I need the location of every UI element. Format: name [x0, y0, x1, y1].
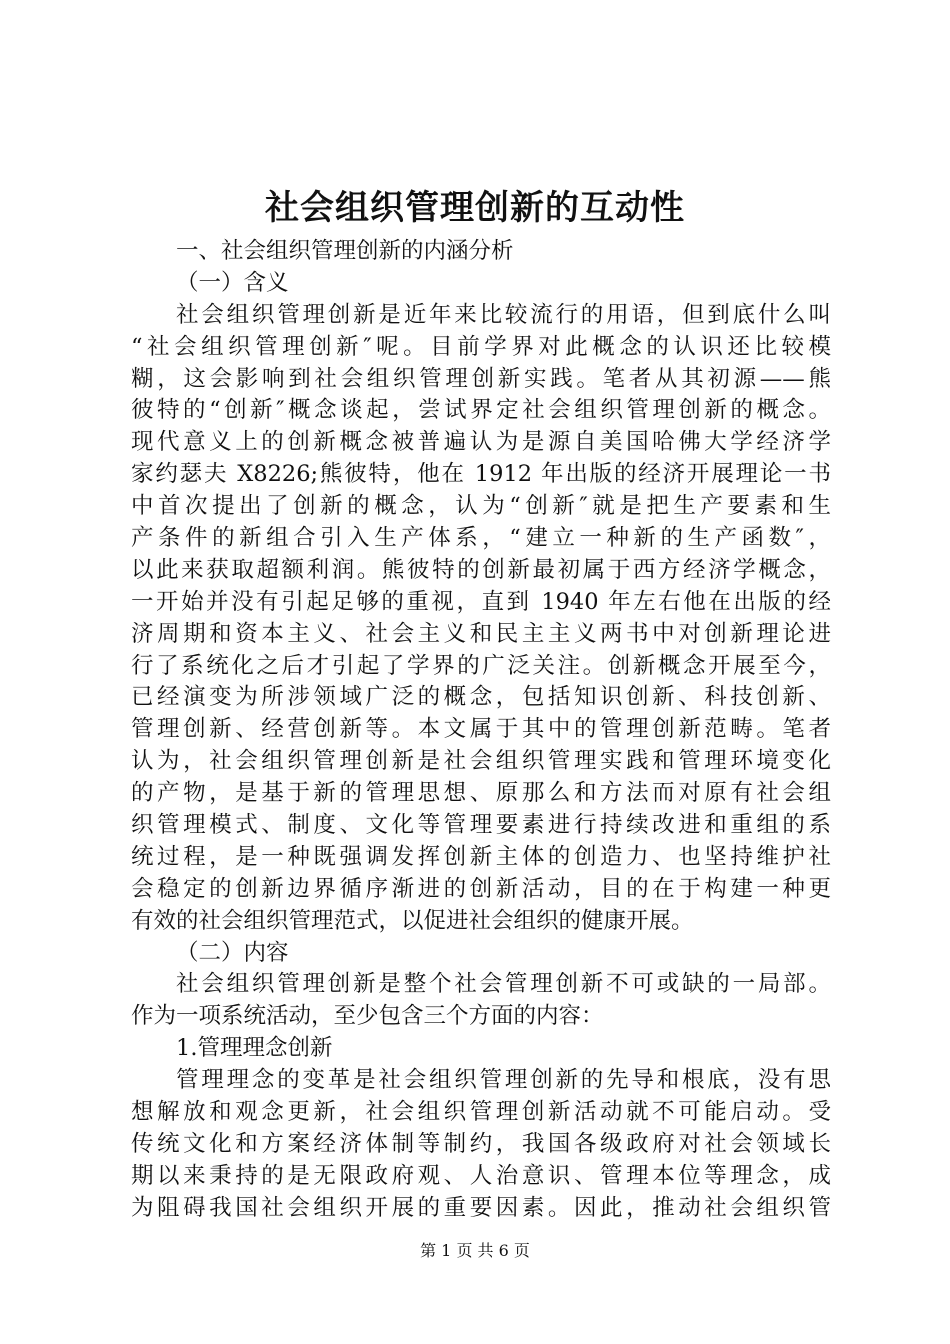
- paragraph-line: 会稳定的创新边界循序渐进的创新活动，目的在于构建一种更: [131, 875, 831, 902]
- section-heading: （二）内容: [176, 939, 289, 966]
- page-footer: 第 1 页 共 6 页: [420, 1241, 530, 1260]
- paragraph-line: 以此来获取超额利润。熊彼特的创新最初属于西方经济学概念，: [131, 556, 831, 583]
- paragraph-line: 济周期和资本主义、社会主义和民主主义两书中对创新理论进: [131, 620, 831, 647]
- paragraph-line: 行了系统化之后才引起了学界的广泛关注。创新概念开展至今，: [131, 652, 831, 679]
- section-heading: （一）含义: [176, 269, 289, 296]
- paragraph-line: 织管理模式、制度、文化等管理要素进行持续改进和重组的系: [131, 812, 831, 839]
- paragraph-line: 管理创新、经营创新等。本文属于其中的管理创新范畴。笔者: [131, 716, 831, 743]
- paragraph-line: 一开始并没有引起足够的重视，直到 1940 年左右他在出版的经: [131, 588, 831, 615]
- paragraph-line: 产条件的新组合引入生产体系，“建立一种新的生产函数″，: [131, 525, 831, 552]
- section-heading: 1.管理理念创新: [176, 1035, 333, 1062]
- paragraph-line: 彼特的“创新″概念谈起，尝试界定社会组织管理创新的概念。: [131, 397, 831, 424]
- paragraph-line: 中首次提出了创新的概念，认为“创新″就是把生产要素和生: [131, 493, 831, 520]
- paragraph-line: 为阻碍我国社会组织开展的重要因素。因此，推动社会组织管: [131, 1194, 831, 1221]
- paragraph-line: 认为，社会组织管理创新是社会组织管理实践和管理环境变化: [131, 748, 831, 775]
- section-heading: 一、社会组织管理创新的内涵分析: [176, 238, 514, 264]
- paragraph-line: 管理理念的变革是社会组织管理创新的先导和根底，没有思: [176, 1067, 831, 1094]
- paragraph-line: “社会组织管理创新″呢。目前学界对此概念的认识还比较模: [131, 333, 831, 360]
- document-title: 社会组织管理创新的互动性: [265, 188, 685, 228]
- paragraph-line: 现代意义上的创新概念被普遍认为是源自美国哈佛大学经济学: [131, 429, 831, 456]
- paragraph-line: 有效的社会组织管理范式，以促进社会组织的健康开展。: [131, 907, 694, 934]
- paragraph-line: 社会组织管理创新是近年来比较流行的用语，但到底什么叫: [176, 301, 831, 328]
- paragraph-line: 期以来秉持的是无限政府观、人治意识、管理本位等理念，成: [131, 1162, 831, 1189]
- paragraph-line: 传统文化和方案经济体制等制约，我国各级政府对社会领域长: [131, 1130, 831, 1157]
- paragraph-line: 作为一项系统活动，至少包含三个方面的内容：: [131, 1003, 604, 1030]
- paragraph-line: 想解放和观念更新，社会组织管理创新活动就不可能启动。受: [131, 1099, 831, 1126]
- document-body: [131, 236, 831, 1225]
- paragraph-line: 社会组织管理创新是整个社会管理创新不可或缺的一局部。: [176, 971, 831, 998]
- paragraph-line: 糊，这会影响到社会组织管理创新实践。笔者从其初源——熊: [131, 365, 831, 392]
- paragraph-line: 的产物，是基于新的管理思想、原那么和方法而对原有社会组: [131, 780, 831, 807]
- paragraph-line: 家约瑟夫 X8226;熊彼特，他在 1912 年出版的经济开展理论一书: [131, 461, 831, 488]
- paragraph-line: 已经演变为所涉领域广泛的概念，包括知识创新、科技创新、: [131, 684, 831, 711]
- paragraph-line: 统过程，是一种既强调发挥创新主体的创造力、也坚持维护社: [131, 843, 831, 870]
